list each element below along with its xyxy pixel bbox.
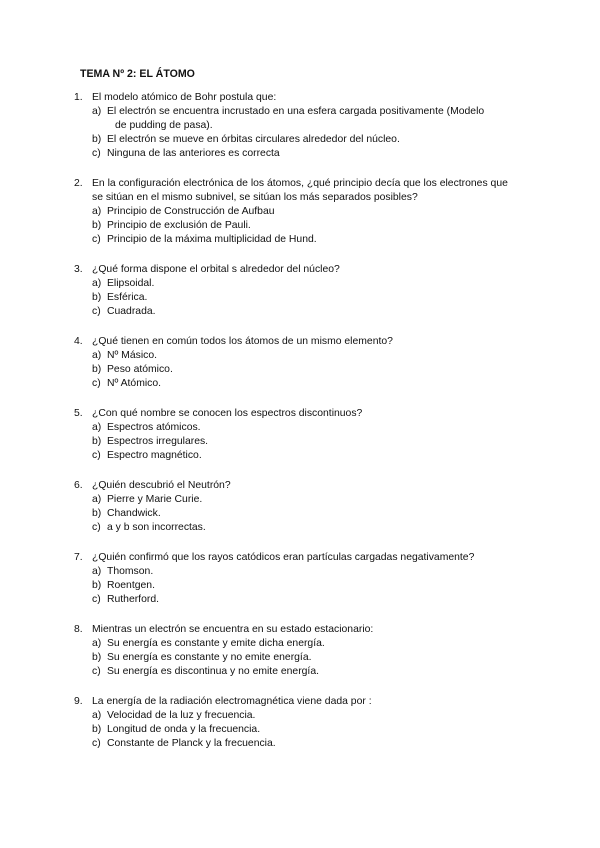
option-a [0, 105, 600, 133]
question-list [0, 91, 600, 767]
option-c [0, 449, 600, 463]
option-text: Roentgen. [107, 580, 155, 591]
option-b [0, 507, 600, 521]
option-letter: c) [92, 378, 101, 389]
option-text: Cuadrada. [107, 306, 156, 317]
option-c [0, 377, 600, 391]
question-7 [0, 551, 600, 607]
question-2 [0, 177, 600, 247]
option-letter: c) [92, 234, 101, 245]
option-text-line-2: de pudding de pasa). [115, 120, 213, 131]
option-text: Su energía es constante y no emite energía. [107, 652, 312, 663]
option-text: Nº Másico. [107, 350, 157, 361]
question-number: 2. [74, 178, 83, 189]
option-b [0, 363, 600, 377]
option-c [0, 593, 600, 607]
option-text: Peso atómico. [107, 364, 173, 375]
question-number: 8. [74, 624, 83, 635]
option-letter: a) [92, 206, 102, 217]
option-letter: c) [92, 450, 101, 461]
question-3 [0, 263, 600, 319]
question-text: ¿Qué tienen en común todos los átomos de un mismo elemento? [92, 336, 393, 347]
option-letter: b) [92, 724, 102, 735]
option-c [0, 737, 600, 751]
option-letter: a) [92, 566, 102, 577]
option-letter: c) [92, 666, 101, 677]
option-text: Ninguna de las anteriores es correcta [107, 148, 280, 159]
option-b [0, 651, 600, 665]
question-text: Mientras un electrón se encuentra en su estado estacionario: [92, 624, 374, 635]
option-c [0, 233, 600, 247]
question-number: 1. [74, 92, 83, 103]
question-text: El modelo atómico de Bohr postula que: [92, 92, 277, 103]
question-number: 7. [74, 552, 83, 563]
page-title: TEMA Nº 2: EL ÁTOMO [80, 68, 195, 80]
option-letter: b) [92, 220, 102, 231]
option-b [0, 579, 600, 593]
option-text: Principio de la máxima multiplicidad de Hund. [107, 234, 317, 245]
option-a [0, 349, 600, 363]
option-text: Principio de Construcción de Aufbau [107, 206, 275, 217]
option-a [0, 421, 600, 435]
option-c [0, 665, 600, 679]
option-b [0, 435, 600, 449]
option-b [0, 291, 600, 305]
option-c [0, 305, 600, 319]
option-c [0, 147, 600, 161]
option-letter: a) [92, 638, 102, 649]
option-letter: b) [92, 652, 102, 663]
question-number: 9. [74, 696, 83, 707]
option-text: Su energía es constante y emite dicha energía. [107, 638, 325, 649]
option-text: El electrón se mueve en órbitas circulares alrededor del núcleo. [107, 134, 400, 145]
option-a [0, 493, 600, 507]
option-text: Longitud de onda y la frecuencia. [107, 724, 261, 735]
question-8 [0, 623, 600, 679]
question-number: 5. [74, 408, 83, 419]
option-letter: c) [92, 594, 101, 605]
option-text: Chandwick. [107, 508, 161, 519]
option-a [0, 277, 600, 291]
option-letter: b) [92, 508, 102, 519]
option-letter: c) [92, 306, 101, 317]
option-text [107, 105, 517, 133]
question-text: La energía de la radiación electromagnética viene dada por : [92, 696, 372, 707]
question-text: En la configuración electrónica de los átomos, ¿qué principio decía que los electrones que se sitúan en el mismo subnivel, se sitúan los más separados posibles? [92, 178, 508, 203]
question-4 [0, 335, 600, 391]
option-a [0, 637, 600, 651]
option-letter: a) [92, 710, 102, 721]
option-letter: c) [92, 738, 101, 749]
option-b [0, 219, 600, 233]
option-text: Espectros atómicos. [107, 422, 201, 433]
option-text: Nº Atómico. [107, 378, 162, 389]
option-text: Esférica. [107, 292, 148, 303]
option-letter: b) [92, 580, 102, 591]
option-text: a y b son incorrectas. [107, 522, 206, 533]
option-letter: c) [92, 522, 101, 533]
option-letter: b) [92, 134, 102, 145]
question-text: ¿Quién confirmó que los rayos catódicos eran partículas cargadas negativamente? [92, 552, 475, 563]
question-5 [0, 407, 600, 463]
question-text: ¿Qué forma dispone el orbital s alrededor del núcleo? [92, 264, 340, 275]
option-b [0, 723, 600, 737]
question-number: 3. [74, 264, 83, 275]
option-letter: a) [92, 350, 102, 361]
option-letter: a) [92, 106, 102, 117]
question-6 [0, 479, 600, 535]
option-letter: a) [92, 494, 102, 505]
question-text: ¿Con qué nombre se conocen los espectros discontinuos? [92, 408, 363, 419]
option-a [0, 565, 600, 579]
option-text: Espectros irregulares. [107, 436, 209, 447]
option-text: Su energía es discontinua y no emite energía. [107, 666, 319, 677]
option-text: Pierre y Marie Curie. [107, 494, 203, 505]
question-number: 4. [74, 336, 83, 347]
option-letter: b) [92, 292, 102, 303]
question-text: ¿Quién descubrió el Neutrón? [92, 480, 231, 491]
option-c [0, 521, 600, 535]
option-b [0, 133, 600, 147]
question-9 [0, 695, 600, 751]
option-text-line-1: El electrón se encuentra incrustado en una esfera cargada positivamente (Modelo [107, 106, 485, 117]
option-letter: a) [92, 422, 102, 433]
option-letter: b) [92, 364, 102, 375]
option-letter: c) [92, 148, 101, 159]
option-text: Constante de Planck y la frecuencia. [107, 738, 276, 749]
option-text: Rutherford. [107, 594, 159, 605]
option-text: Principio de exclusión de Pauli. [107, 220, 251, 231]
option-text: Thomson. [107, 566, 154, 577]
option-text: Espectro magnético. [107, 450, 202, 461]
question-1 [0, 91, 600, 161]
option-a [0, 205, 600, 219]
option-a [0, 709, 600, 723]
option-text: Velocidad de la luz y frecuencia. [107, 710, 256, 721]
option-letter: a) [92, 278, 102, 289]
question-number: 6. [74, 480, 83, 491]
option-text: Elipsoidal. [107, 278, 155, 289]
option-letter: b) [92, 436, 102, 447]
